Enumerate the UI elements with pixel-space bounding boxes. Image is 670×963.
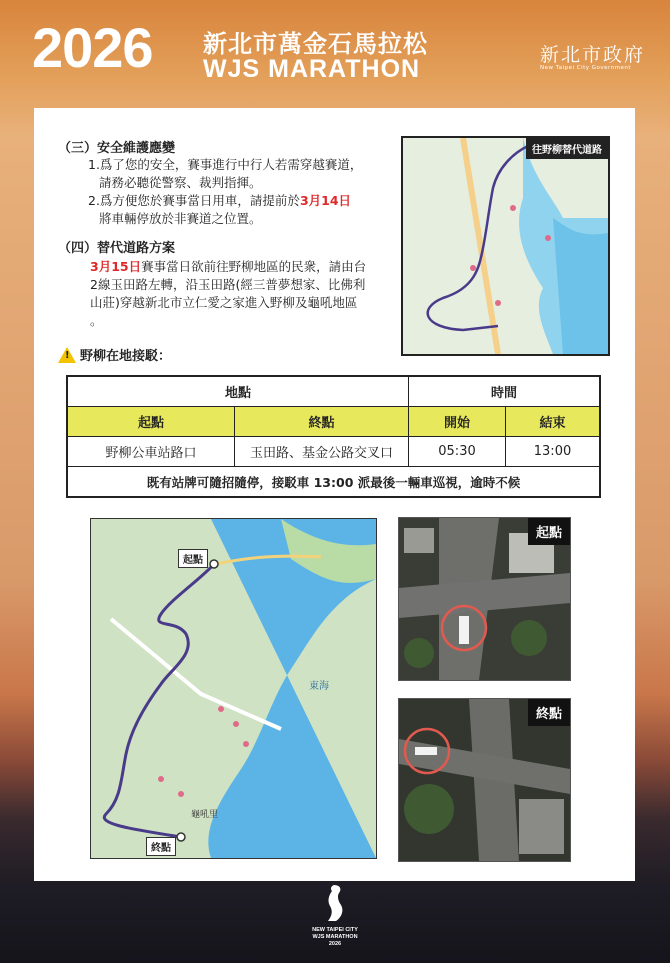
- footer-line1: NEW TAIPEI CITY: [312, 927, 358, 933]
- section3-item1-line1: 1.爲了您的安全，賽事進行中行人若需穿越賽道，: [88, 157, 363, 172]
- alt-route-map-graphic: [403, 138, 608, 354]
- table-col-start-point: 起點: [67, 407, 235, 437]
- gov-logo-text: 新北市政府: [540, 44, 646, 66]
- section4-line1-text: 賽事當日欲前往野柳地區的民衆，請由台: [141, 259, 367, 274]
- section4-line4: 。: [90, 313, 103, 328]
- route-start-tag: 起點: [178, 549, 208, 568]
- shuttle-heading-text: 野柳在地接駁：: [80, 349, 172, 364]
- header: [0, 0, 670, 108]
- table-head-time: 時間: [409, 376, 601, 407]
- section3-item1-line2: 請務必聽從警察、裁判指揮。: [99, 175, 262, 190]
- section4-line3: 山莊)穿越新北市立仁愛之家進入野柳及龜吼地區: [90, 295, 358, 310]
- route-end-tag: 終點: [146, 837, 176, 856]
- section4-line1: [90, 258, 390, 276]
- start-point-photo: [398, 517, 571, 681]
- section4-title: （四）替代道路方案: [58, 241, 176, 256]
- table-col-end-time: 結束: [506, 407, 601, 437]
- table-header-row: [67, 376, 600, 407]
- section4-date: 3月15日: [90, 259, 142, 274]
- event-year: 2026: [32, 16, 153, 79]
- table-col-end-point: 終點: [235, 407, 409, 437]
- route-map: [90, 518, 377, 859]
- table-col-start-time: 開始: [409, 407, 506, 437]
- section3-item2-date: 3月14日: [299, 193, 352, 208]
- table-subheader-row: [67, 407, 600, 437]
- section4-line2: 2線玉田路左轉，沿玉田路(經三普夢想家、比佛利: [90, 277, 366, 292]
- warning-icon: !: [58, 347, 76, 363]
- table-note-row: [67, 467, 600, 498]
- route-map-sea-label: 東海: [309, 681, 329, 692]
- alt-route-map-label: 往野柳替代道路: [526, 138, 608, 159]
- section3-item2-line1: [88, 192, 388, 210]
- end-photo-label: 終點: [528, 699, 570, 726]
- section3-item2-line2: 將車輛停放於非賽道之位置。: [99, 211, 262, 226]
- cell-start-time: 05:30: [409, 437, 506, 467]
- route-map-graphic: [91, 519, 376, 858]
- event-title-en: WJS MARATHON: [203, 55, 421, 83]
- cell-end-point: 玉田路、基金公路交叉口: [235, 437, 409, 467]
- alt-route-map: [401, 136, 610, 356]
- shuttle-heading: [58, 345, 171, 364]
- table-head-location: 地點: [67, 376, 409, 407]
- footer-logo: [305, 883, 365, 948]
- marathon-logo-icon: [322, 883, 348, 923]
- shuttle-table: [66, 375, 601, 498]
- table-note: 既有站牌可隨招隨停，接駁車 13:00 派最後一輛車巡視，逾時不候: [67, 467, 600, 498]
- end-point-photo: [398, 698, 571, 862]
- route-map-place-label: 龜吼里: [191, 810, 219, 820]
- gov-logo-subtext: New Taipei City Government: [540, 65, 632, 71]
- start-photo-label: 起點: [528, 518, 570, 545]
- section3-item2-text: 2.爲方便您於賽事當日用車，請提前於: [88, 193, 300, 208]
- section3-body: [88, 156, 388, 228]
- cell-start-point: 野柳公車站路口: [67, 437, 235, 467]
- footer-line3: 2026: [328, 941, 342, 947]
- cell-end-time: 13:00: [506, 437, 601, 467]
- section3-title: （三）安全維護應變: [58, 141, 176, 156]
- event-title-zh: 新北市萬金石馬拉松: [203, 30, 428, 58]
- section4-body: [90, 258, 390, 330]
- table-row: [67, 437, 600, 467]
- footer-line2: WJS MARATHON: [312, 934, 358, 940]
